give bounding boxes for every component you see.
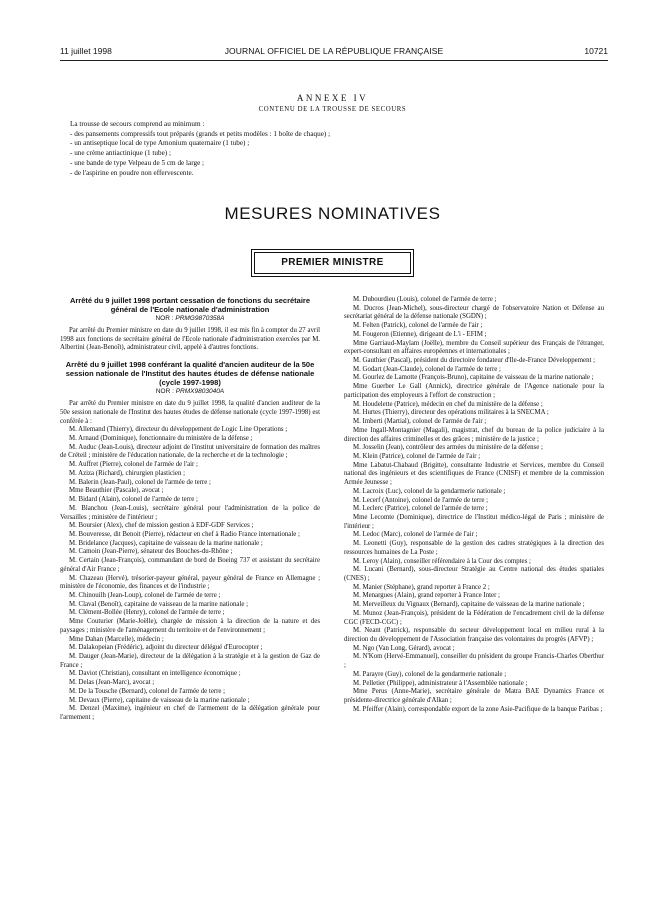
nor-label: NOR : xyxy=(155,315,174,322)
arrete-intro: Par arrêté du Premier ministre en date du 9 juillet 1998, la qualité d'ancien auditeur de la 50e session nationale de l'Institut des hautes études de défense nationale (cycle 1997-1998) est conférée à : xyxy=(60,400,320,425)
auditor-entry: M. Allemand (Thierry), directeur du développement de Logic Line Operations ; xyxy=(69,426,288,434)
arrete-title: Arrêté du 9 juillet 1998 portant cessation de fonctions du secrétaire général de l'Ecole nationale d'administration xyxy=(69,296,311,314)
auditor-entry: M. Merveilleux du Vignaux (Bernard), capitaine de vaisseau de la marine nationale ; xyxy=(353,601,585,609)
auditor-entry: M. Aziza (Richard), chirurgien plasticien ; xyxy=(69,469,185,477)
nor-reference xyxy=(60,387,320,397)
nor-code: PRMX9803040A xyxy=(175,388,225,396)
auditor-entry: M. Pfeiffer (Alain), correspondable export de la zone Asie-Pacifique de la banque Paribas ; xyxy=(353,705,603,713)
auditor-entry: M. Bidard (Alain), colonel de l'armée de terre ; xyxy=(69,496,198,504)
auditor-entry: M. Lecerf (Antoine), colonel de l'armée de terre ; xyxy=(353,496,489,504)
auditor-entry: M. Auffret (Pierre), colonel de l'armée de l'air ; xyxy=(69,461,198,469)
auditor-entry: M. Bouveresse, dit Benoit (Pierre), rédacteur en chef à Radio France internationale ; xyxy=(69,530,300,538)
annexe-line: - une crème antiactinique (1 tube) ; xyxy=(70,149,171,158)
header-date: 11 juillet 1998 xyxy=(60,46,112,56)
header-journal-title: JOURNAL OFFICIEL DE LA RÉPUBLIQUE FRANÇAISE xyxy=(224,46,444,56)
auditor-list-right xyxy=(344,296,604,715)
auditor-entry: M. Devaux (Pierre), capitaine de vaisseau de la marine nationale ; xyxy=(69,696,250,704)
auditor-entry: M. Fougeron (Etienne), dirigeant de L'i - EFIM ; xyxy=(353,330,487,338)
ministry-label: PREMIER MINISTRE xyxy=(281,257,384,268)
auditor-entry: M. Parayre (Guy), colonel de la gendarmerie nationale ; xyxy=(353,670,507,678)
auditor-entry: Mme Dahan (Marcelle), médecin ; xyxy=(69,635,164,643)
auditor-entry: M. Houdelette (Patrice), médecin en chef du ministère de la défense ; xyxy=(353,400,543,408)
auditor-entry: M. Leroy (Alain), conseiller référendaire à la Cour des comptes ; xyxy=(353,557,531,565)
auditor-entry: M. Boursier (Alex), chef de mission gestion à EDF-GDF Services ; xyxy=(69,522,254,530)
nor-code: PRMG9870358A xyxy=(175,315,225,322)
auditor-entry: M. Leclerc (Patrice), colonel de l'armée de terre ; xyxy=(353,505,488,513)
auditor-entry: M. Claval (Benoît), capitaine de vaisseau de la marine nationale ; xyxy=(69,600,249,608)
header-page-number: 10721 xyxy=(584,46,608,56)
auditor-entry: M. Ledoc (Marc), colonel de l'armée de l'air ; xyxy=(353,531,478,539)
auditor-entry: M. Leonetti (Guy), responsable de la gestion des cadres stratégiques à la direction des ressources humaines de La Poste ; xyxy=(344,540,604,556)
auditor-entry: M. Felten (Patrick), colonel de l'armée de l'air ; xyxy=(353,322,483,330)
auditor-entry: M. Ngo (Van Long, Gérard), avocat ; xyxy=(353,644,455,652)
auditor-entry: Mme Ingall-Montagnier (Magali), magistrat, chef du bureau de la police judiciaire à la direction des affaires criminelles et des grâces ; ministère de la justice ; xyxy=(344,426,604,443)
left-column xyxy=(60,296,320,723)
auditor-entry: M. Chazeau (Hervé), trésorier-payeur général, payeur général de France en Allemagne ; ministère de l'économie, des finances et de l'industrie ; xyxy=(60,574,320,591)
auditor-entry: M. Lacroix (Luc), colonel de la gendarmerie nationale ; xyxy=(353,487,506,495)
auditor-entry: M. Neant (Patrick), responsable du secteur développement local en milieu rural à la direction du développement de l'Association française des volontaires du progrès (AFVP) ; xyxy=(344,627,604,644)
annexe-subtitle: CONTENU DE LA TROUSSE DE SECOURS xyxy=(258,106,407,113)
auditor-entry: M. Denzel (Maxime), ingénieur en chef de l'armement de la délégation générale pour l'armement ; xyxy=(60,705,320,722)
auditor-entry: Mme Guerber Le Gall (Annick), directrice générale de l'Agence nationale pour la participation des employeurs à l'effort de construction ; xyxy=(344,383,604,399)
section-title: MESURES NOMINATIVES xyxy=(224,204,441,223)
auditor-entry: M. Manier (Stéphane), grand reporter à France 2 ; xyxy=(353,583,490,591)
auditor-entry: M. Balerin (Jean-Paul), colonel de l'armée de terre ; xyxy=(69,478,211,486)
arrete-text: Par arrêté du Premier ministre en date du 9 juillet 1998, il est mis fin à compter du 27 avril 1998 aux fonctions de secrétaire général de l'Ecole nationale d'administration exercées par M. Albertini (Jean-Benoît), administrateur civil, appelé à d'autres fonctions. xyxy=(60,327,320,352)
auditor-entry: Mme Garriaud-Maylam (Joëlle), membre du Conseil supérieur des Français de l'étranger, expert-consultant en affaires européennes et internationales ; xyxy=(344,339,604,356)
auditor-entry: M. Dubourdieu (Louis), colonel de l'armée de terre ; xyxy=(353,296,497,303)
ministry-box xyxy=(254,252,411,274)
auditor-entry: M. Josselin (Jean), contrôleur des armées du ministère de la défense ; xyxy=(353,444,543,452)
auditor-entry: Mme Perus (Anne-Marie), secrétaire générale de Matra BAE Dynamics France et présidente-directrice générale d'Alkan ; xyxy=(344,688,604,705)
auditor-entry: M. Imberti (Martial), colonel de l'armée de l'air ; xyxy=(353,418,487,426)
header-rule xyxy=(60,60,608,61)
right-column xyxy=(344,296,604,715)
arrete-title: Arrêté du 9 juillet 1998 conférant la qualité d'ancien auditeur de la 50e session nationale de l'Institut des hautes études de défense nationale (cycle 1997-1998) xyxy=(65,360,315,388)
auditor-entry: M. Pelletier (Philippe), administrateur à l'Assemblée nationale ; xyxy=(353,679,528,687)
auditor-entry: Mme Beauthier (Pascale), avocat ; xyxy=(69,487,164,495)
annexe-line: La trousse de secours comprend au minimum : xyxy=(70,120,205,128)
auditor-entry: Mme Labatut-Chabaud (Brigitte), consultante Industrie et Services, membre du Conseil national des ingénieurs et des scientifiques de France (CNISF) et membre de la commission Armée Jeunesse ; xyxy=(344,461,604,487)
annexe-line: - des pansements compressifs tout préparés (grands et petits modèles : 1 boîte de chaque) ; xyxy=(70,129,331,138)
auditor-entry: M. Certain (Jean-François), commandant de bord de Boeing 737 et assistant du secrétaire général d'Air France ; xyxy=(60,557,320,573)
auditor-entry: M. Ducros (Jean-Michel), sous-directeur chargé de l'observatoire Nation et Défense au secrétariat général de la défense nationale (SGDN) ; xyxy=(344,304,604,321)
auditor-entry: M. Gauthier (Pascal), président du directoire fondateur d'Ile-de-France Développement ; xyxy=(353,357,596,365)
auditor-entry: M. Munoz (Jean-François), président de la Fédération de l'encadrement civil de la défense CGC (FECD-CGC) ; xyxy=(344,609,604,626)
auditor-entry: M. Lucani (Bernard), sous-directeur Stratégie au Centre national des études spatiales (CNES) ; xyxy=(344,566,604,582)
running-header xyxy=(60,46,608,58)
auditor-entry: M. Arnaud (Dominique), fonctionnaire du ministère de la défense ; xyxy=(69,435,253,443)
auditor-entry: Mme Couturier (Marie-Joëlle), chargée de mission à la direction de la nature et des paysages ; ministère de l'aménagement du territoire et de l'environnement ; xyxy=(60,618,320,634)
nor-reference xyxy=(60,314,320,324)
auditor-entry: M. Bridelance (Jacques), capitaine de vaisseau de la marine nationale ; xyxy=(69,539,263,547)
annexe-line: - de l'aspirine en poudre non effervescente. xyxy=(70,168,194,177)
auditor-entry: M. Klein (Patrice), colonel de l'armée de l'air ; xyxy=(353,452,481,460)
auditor-entry: M. Delas (Jean-Marc), avocat ; xyxy=(69,679,155,687)
auditor-entry: M. Gourlez de Lamotte (François-Bruno), capitaine de vaisseau de la marine nationale ; xyxy=(353,374,594,382)
annexe-line: - une bande de type Velpeau de 5 cm de large ; xyxy=(70,158,205,167)
annexe-title: ANNEXE IV xyxy=(296,93,369,103)
auditor-entry: M. Clément-Bollée (Henry), colonel de l'armée de terre ; xyxy=(69,609,225,617)
auditor-entry: Mme Lecomte (Dominique), directrice de l'Institut médico-légal de Paris ; ministère de l'intérieur ; xyxy=(344,513,604,530)
auditor-entry: M. Dalakopeian (Frédéric), adjoint du directeur délégué d'Eurocopter ; xyxy=(69,644,263,652)
auditor-entry: M. Daviot (Christian), consultant en intelligence économique ; xyxy=(69,670,241,678)
auditor-entry: M. Hurtes (Thierry), directeur des opérations militaires à la SNECMA ; xyxy=(353,409,549,417)
nor-label: NOR : xyxy=(155,388,174,396)
auditor-entry: M. Dauger (Jean-Marie), directeur de la délégation à la stratégie et à la gestion de Gaz de France ; xyxy=(60,653,320,669)
auditor-entry: M. N'Kom (Hervé-Emmanuel), conseiller du président du groupe Francis-Charles Oberthur ; xyxy=(344,653,604,670)
auditor-entry: M. Camoin (Jean-Pierre), sénateur des Bouches-du-Rhône ; xyxy=(69,548,233,556)
auditor-entry: M. De la Tousche (Bernard), colonel de l'armée de terre ; xyxy=(69,687,226,695)
auditor-list-left xyxy=(60,426,320,722)
auditor-entry: M. Auduc (Jean-Louis), directeur adjoint de l'institut universitaire de formation des maîtres de Créteil ; ministère de l'éducation nationale, de la recherche et de la technologie ; xyxy=(60,443,320,460)
auditor-entry: M. Godart (Jean-Claude), colonel de l'armée de terre ; xyxy=(353,365,501,373)
auditor-entry: M. Menargues (Alain), grand reporter à France Inter ; xyxy=(353,592,500,600)
annexe-line: - un antiseptique local de type Amonium quaternaire (1 tube) ; xyxy=(70,139,250,148)
annexe-body xyxy=(70,120,590,178)
auditor-entry: M. Blanchou (Jean-Louis), secrétaire général pour l'administration de la police de Versailles ; ministère de l'intérieur ; xyxy=(60,504,320,521)
auditor-entry: M. Chinouilh (Jean-Loup), colonel de l'armée de terre ; xyxy=(69,591,221,599)
